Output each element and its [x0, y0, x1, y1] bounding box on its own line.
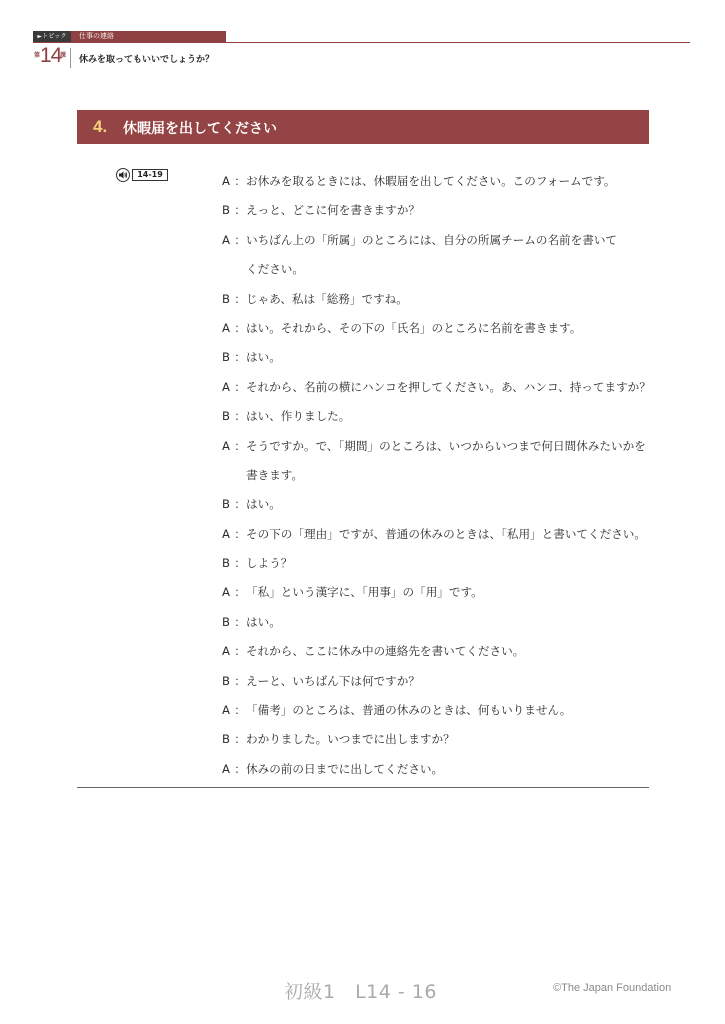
speaker-colon: ： — [234, 556, 246, 571]
dialogue-text: 「私」という漢字に、「用事」の「用」です。 — [246, 585, 483, 600]
dialogue-text: お休みを取るときには、休暇届を出してください。このフォームです。 — [246, 174, 616, 188]
speaker-label: B — [222, 556, 230, 571]
speaker-label: A — [222, 703, 230, 718]
dialogue-text: ください。 — [246, 262, 304, 277]
dialogue-text: しよう？ — [246, 556, 293, 571]
lesson-title: 休みを取ってもいいでしょうか？ — [79, 55, 215, 65]
speaker-label: A — [222, 526, 230, 541]
dialogue-line — [222, 661, 662, 690]
dialogue-text: はい。それから、その下の「氏名」のところに名前を書きます。 — [246, 320, 582, 335]
speaker-colon: ： — [234, 614, 246, 629]
speaker-label: B — [222, 614, 230, 629]
dialogue-text: じゃあ、私は「総務」ですね。 — [246, 291, 408, 306]
page-label: 初級1 L14 - 16 — [284, 981, 437, 1003]
section-title: 休暇届を出してください — [123, 121, 277, 137]
speaker-colon: ： — [234, 732, 246, 747]
dialogue-line — [222, 543, 662, 572]
speaker-colon: ： — [234, 673, 246, 688]
dialogue-line — [222, 279, 662, 308]
speaker-colon: ： — [234, 409, 246, 424]
speaker-colon: ： — [234, 379, 246, 394]
speaker-label: B — [222, 732, 230, 747]
speaker-label: A — [222, 379, 230, 394]
speaker-label: A — [222, 320, 230, 335]
lesson-suffix: 課 — [60, 52, 67, 59]
dialogue-text: えっと、どこに何を書きますか？ — [246, 203, 420, 218]
topic-tag: ►トピック — [33, 31, 71, 42]
dialogue-text: はい、作りました。 — [246, 409, 351, 424]
audio-track-number: 14-19 — [132, 169, 168, 181]
speaker-colon: ： — [234, 232, 246, 247]
dialogue-text: はい。 — [246, 350, 281, 365]
dialogue-text: はい。 — [246, 497, 281, 512]
header-divider — [33, 42, 690, 43]
dialogue-line — [222, 749, 662, 778]
dialogue-line — [222, 602, 662, 631]
lesson-prefix: 第 — [34, 52, 41, 59]
dialogue — [222, 161, 662, 778]
speaker-label: A — [222, 644, 230, 659]
speaker-label: A — [222, 438, 230, 453]
audio-badge[interactable] — [116, 167, 168, 183]
dialogue-text: わかりました。いつまでに出しますか？ — [246, 732, 455, 747]
speaker-label: B — [222, 350, 230, 365]
speaker-label — [222, 467, 234, 484]
dialogue-text: はい。 — [246, 614, 281, 629]
dialogue-line — [222, 249, 662, 278]
speaker-colon: ： — [234, 526, 246, 541]
topic-name: 仕事の連絡 — [71, 31, 226, 42]
speaker-colon: ： — [234, 761, 246, 776]
dialogue-text: 休みの前の日までに出してください。 — [246, 761, 444, 776]
speaker-colon: ： — [234, 438, 246, 453]
speaker-label: B — [222, 497, 230, 512]
speaker-label: A — [222, 232, 230, 247]
section-number: 4. — [93, 117, 108, 136]
speaker-label: A — [222, 174, 230, 188]
speaker-colon: ： — [234, 350, 246, 365]
dialogue-line — [222, 514, 662, 543]
speaker-colon: ： — [234, 203, 246, 218]
speaker-label: B — [222, 673, 230, 688]
dialogue-text: 「備考」のところは、普通の休みのときは、何もいりません。 — [246, 703, 572, 718]
speaker-label: A — [222, 761, 230, 776]
dialogue-text: そうですか。で、「期間」のところは、いつからいつまで何日間休みたいかを — [246, 438, 646, 453]
speaker-colon: ： — [234, 320, 246, 335]
speaker-colon — [234, 467, 246, 484]
speaker-colon: ： — [234, 585, 246, 600]
dialogue-line — [222, 190, 662, 219]
dialogue-text: 書きます。 — [246, 467, 304, 482]
bottom-divider — [77, 787, 649, 788]
dialogue-line — [222, 337, 662, 366]
dialogue-line — [222, 308, 662, 337]
dialogue-text: それから、名前の横にハンコを押してください。あ、ハンコ、持ってますか？ — [246, 379, 651, 394]
speaker-label: B — [222, 409, 230, 424]
dialogue-line — [222, 484, 662, 513]
lesson-divider — [70, 48, 71, 68]
speaker-colon — [234, 261, 246, 278]
speaker-colon: ： — [234, 703, 246, 718]
speaker-colon: ： — [234, 644, 246, 659]
dialogue-text: えーと、いちばん下は何ですか？ — [246, 673, 420, 688]
speaker-icon[interactable] — [116, 168, 130, 182]
dialogue-line — [222, 367, 662, 396]
speaker-label: B — [222, 291, 230, 306]
dialogue-line — [222, 426, 662, 455]
speaker-label — [222, 261, 234, 278]
speaker-label: B — [222, 203, 230, 218]
speaker-label: A — [222, 585, 230, 600]
dialogue-line — [222, 220, 662, 249]
lesson-number: 14 — [40, 44, 62, 67]
dialogue-line — [222, 572, 662, 601]
dialogue-line — [222, 396, 662, 425]
dialogue-text: それから、ここに休み中の連絡先を書いてください。 — [246, 644, 525, 659]
section-banner — [77, 110, 649, 144]
speaker-colon: ： — [234, 291, 246, 306]
speaker-colon: ： — [234, 174, 246, 188]
dialogue-line — [222, 631, 662, 660]
speaker-colon: ： — [234, 497, 246, 512]
dialogue-text: その下の「理由」ですが、普通の休みのときは、「私用」と書いてください。 — [246, 526, 646, 541]
dialogue-line — [222, 719, 662, 748]
copyright: ©The Japan Foundation — [553, 982, 672, 994]
dialogue-line — [222, 690, 662, 719]
dialogue-line — [222, 161, 662, 190]
dialogue-line — [222, 455, 662, 484]
dialogue-text: いちばん上の「所属」のところには、自分の所属チームの名前を書いて — [246, 232, 618, 247]
